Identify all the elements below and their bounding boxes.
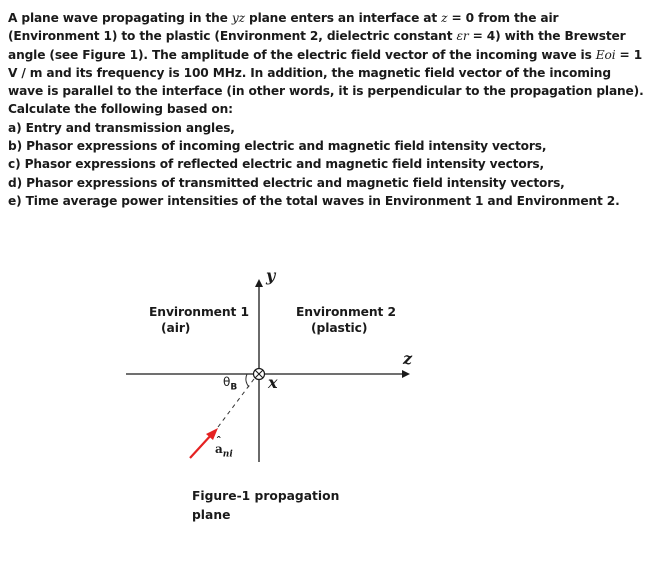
env2-sublabel: (plastic)	[311, 321, 368, 335]
intro-var-z: z	[441, 11, 448, 25]
intro-var-er: εr	[456, 29, 469, 44]
env2-label: Environment 2	[296, 305, 396, 319]
intro-text-4: = 4) with the Brewster angle (see Figure 1). The amplitude of the electric field vector of the incoming wave is	[8, 29, 626, 62]
y-axis-label: y	[266, 266, 276, 285]
intro-text-5: = 1 V / m and its frequency is 100 MHz. In addition, the magnetic field vector of the incoming wave is parallel to the interface (in other words, it is perpendicular to the propagation plane). Calculate the following based on:	[8, 47, 644, 117]
question-item-d: d) Phasor expressions of transmitted electric and magnetic field intensity vectors,	[8, 175, 565, 190]
x-axis-label: x	[268, 373, 278, 392]
question-item-a: a) Entry and transmission angles,	[8, 120, 235, 135]
ani-base: ˆ a	[215, 442, 223, 456]
intro-text-3: = 0 from the air (Environment 1) to the plastic (Environment 2, dielectric constant	[8, 11, 559, 44]
brewster-angle-label	[223, 375, 237, 392]
incident-unit-vector-label	[215, 442, 233, 459]
intro-var-eoi: Eoi	[595, 47, 616, 62]
intro-var-yz: yz	[231, 11, 245, 25]
theta-subscript: B	[230, 382, 238, 393]
caption-line-1: Figure-1 propagation	[192, 489, 340, 503]
figure-caption	[192, 487, 352, 524]
z-axis-arrowhead	[402, 370, 410, 378]
brewster-angle-arc	[246, 374, 249, 387]
question-item-e: e) Time average power intensities of the total waves in Environment 1 and Environment 2.	[8, 193, 620, 208]
question-item-b: b) Phasor expressions of incoming electric and magnetic field intensity vectors,	[8, 139, 547, 154]
ani-subscript: ni	[222, 449, 233, 460]
intro-text-1: A plane wave propagating in the	[8, 11, 232, 25]
question-item-c: c) Phasor expressions of reflected electric and magnetic field intensity vectors,	[8, 157, 545, 172]
theta-symbol: θ	[223, 375, 231, 389]
incident-direction-arrow	[190, 434, 212, 458]
y-axis-arrowhead	[255, 279, 263, 287]
env1-sublabel: (air)	[161, 321, 191, 335]
caption-line-2: plane	[192, 507, 231, 522]
z-axis-label: z	[403, 349, 413, 368]
intro-text-2: plane enters an interface at	[244, 11, 442, 25]
env1-label: Environment 1	[149, 305, 249, 319]
